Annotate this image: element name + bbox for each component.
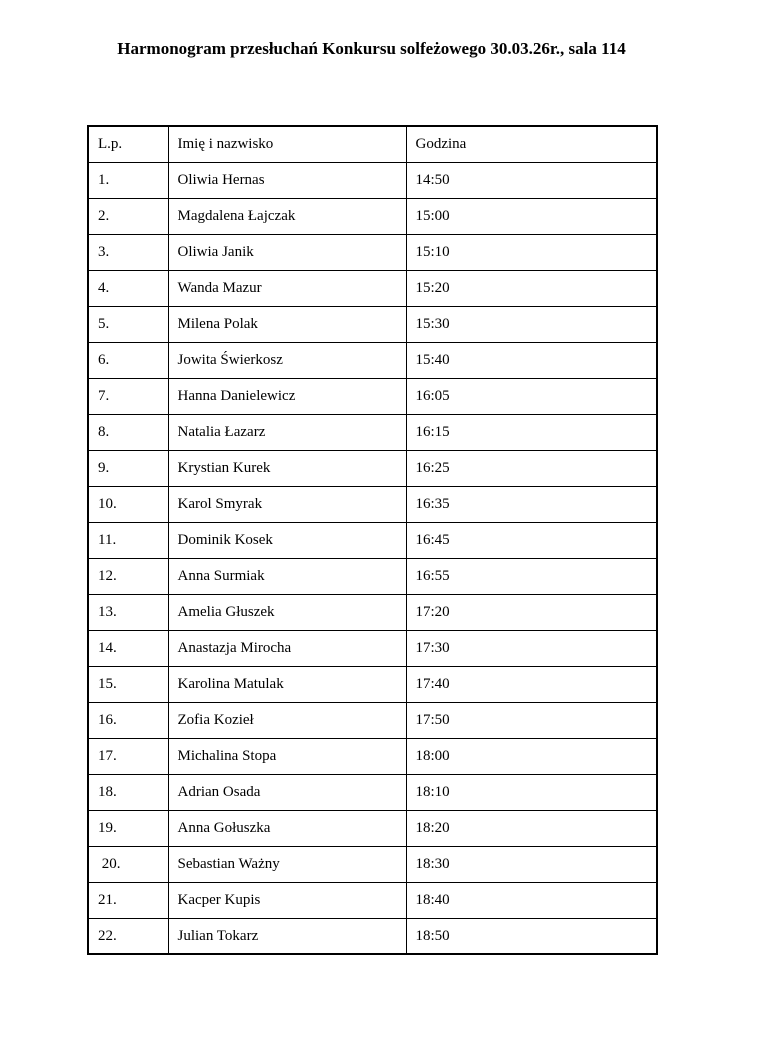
cell-name: Dominik Kosek (168, 522, 406, 558)
cell-time: 16:35 (406, 486, 657, 522)
cell-name: Sebastian Ważny (168, 846, 406, 882)
cell-time: 18:20 (406, 810, 657, 846)
cell-time: 14:50 (406, 162, 657, 198)
cell-name: Natalia Łazarz (168, 414, 406, 450)
table-row (88, 198, 657, 234)
cell-name: Milena Polak (168, 306, 406, 342)
cell-time: 16:45 (406, 522, 657, 558)
cell-time: 16:25 (406, 450, 657, 486)
cell-lp: 18. (88, 774, 168, 810)
page-title: Harmonogram przesłuchań Konkursu solfeżowego 30.03.26r., sala 114 (117, 39, 626, 58)
schedule-table (87, 125, 658, 955)
cell-lp: 19. (88, 810, 168, 846)
cell-time: 16:55 (406, 558, 657, 594)
cell-lp: 6. (88, 342, 168, 378)
cell-name: Karolina Matulak (168, 666, 406, 702)
table-row (88, 810, 657, 846)
cell-lp: 22. (88, 918, 168, 954)
table-row (88, 270, 657, 306)
cell-lp: 7. (88, 378, 168, 414)
cell-name: Krystian Kurek (168, 450, 406, 486)
cell-lp: 5. (88, 306, 168, 342)
table-row (88, 774, 657, 810)
cell-lp: 11. (88, 522, 168, 558)
cell-lp: 16. (88, 702, 168, 738)
table-row (88, 522, 657, 558)
table-row (88, 558, 657, 594)
cell-name: Magdalena Łajczak (168, 198, 406, 234)
cell-name: Julian Tokarz (168, 918, 406, 954)
schedule-table-body (88, 162, 657, 954)
cell-name: Anna Surmiak (168, 558, 406, 594)
table-row (88, 450, 657, 486)
cell-name: Hanna Danielewicz (168, 378, 406, 414)
table-row (88, 594, 657, 630)
cell-time: 18:00 (406, 738, 657, 774)
cell-lp: 15. (88, 666, 168, 702)
cell-lp: 17. (88, 738, 168, 774)
table-row (88, 342, 657, 378)
cell-lp: 8. (88, 414, 168, 450)
cell-lp: 3. (88, 234, 168, 270)
header-cell-lp: L.p. (88, 126, 168, 162)
table-row (88, 486, 657, 522)
cell-time: 16:15 (406, 414, 657, 450)
table-row (88, 306, 657, 342)
cell-time: 17:30 (406, 630, 657, 666)
cell-time: 17:20 (406, 594, 657, 630)
cell-name: Oliwia Hernas (168, 162, 406, 198)
cell-lp: 9. (88, 450, 168, 486)
cell-name: Anna Gołuszka (168, 810, 406, 846)
cell-name: Zofia Kozieł (168, 702, 406, 738)
table-row (88, 162, 657, 198)
cell-lp: 12. (88, 558, 168, 594)
cell-name: Karol Smyrak (168, 486, 406, 522)
cell-lp: 1. (88, 162, 168, 198)
cell-lp: 4. (88, 270, 168, 306)
table-row (88, 702, 657, 738)
cell-time: 18:40 (406, 882, 657, 918)
cell-time: 15:40 (406, 342, 657, 378)
table-row (88, 918, 657, 954)
cell-name: Jowita Świerkosz (168, 342, 406, 378)
cell-lp: 2. (88, 198, 168, 234)
cell-lp: 20. (88, 846, 168, 882)
cell-lp: 13. (88, 594, 168, 630)
cell-lp: 14. (88, 630, 168, 666)
cell-name: Anastazja Mirocha (168, 630, 406, 666)
cell-time: 15:00 (406, 198, 657, 234)
cell-time: 17:40 (406, 666, 657, 702)
cell-name: Kacper Kupis (168, 882, 406, 918)
cell-lp: 21. (88, 882, 168, 918)
table-row (88, 882, 657, 918)
cell-time: 15:30 (406, 306, 657, 342)
cell-time: 15:10 (406, 234, 657, 270)
table-row (88, 630, 657, 666)
cell-name: Wanda Mazur (168, 270, 406, 306)
document-page (0, 38, 764, 1062)
table-row (88, 414, 657, 450)
cell-name: Michalina Stopa (168, 738, 406, 774)
cell-time: 16:05 (406, 378, 657, 414)
schedule-table-head (88, 126, 657, 162)
cell-time: 15:20 (406, 270, 657, 306)
header-cell-time: Godzina (406, 126, 657, 162)
table-row (88, 378, 657, 414)
cell-lp: 10. (88, 486, 168, 522)
cell-name: Oliwia Janik (168, 234, 406, 270)
cell-name: Amelia Głuszek (168, 594, 406, 630)
table-row (88, 234, 657, 270)
table-row (88, 738, 657, 774)
cell-time: 18:10 (406, 774, 657, 810)
cell-time: 18:50 (406, 918, 657, 954)
table-row (88, 666, 657, 702)
header-cell-name: Imię i nazwisko (168, 126, 406, 162)
table-row (88, 846, 657, 882)
cell-time: 17:50 (406, 702, 657, 738)
table-header-row (88, 126, 657, 162)
cell-time: 18:30 (406, 846, 657, 882)
cell-name: Adrian Osada (168, 774, 406, 810)
